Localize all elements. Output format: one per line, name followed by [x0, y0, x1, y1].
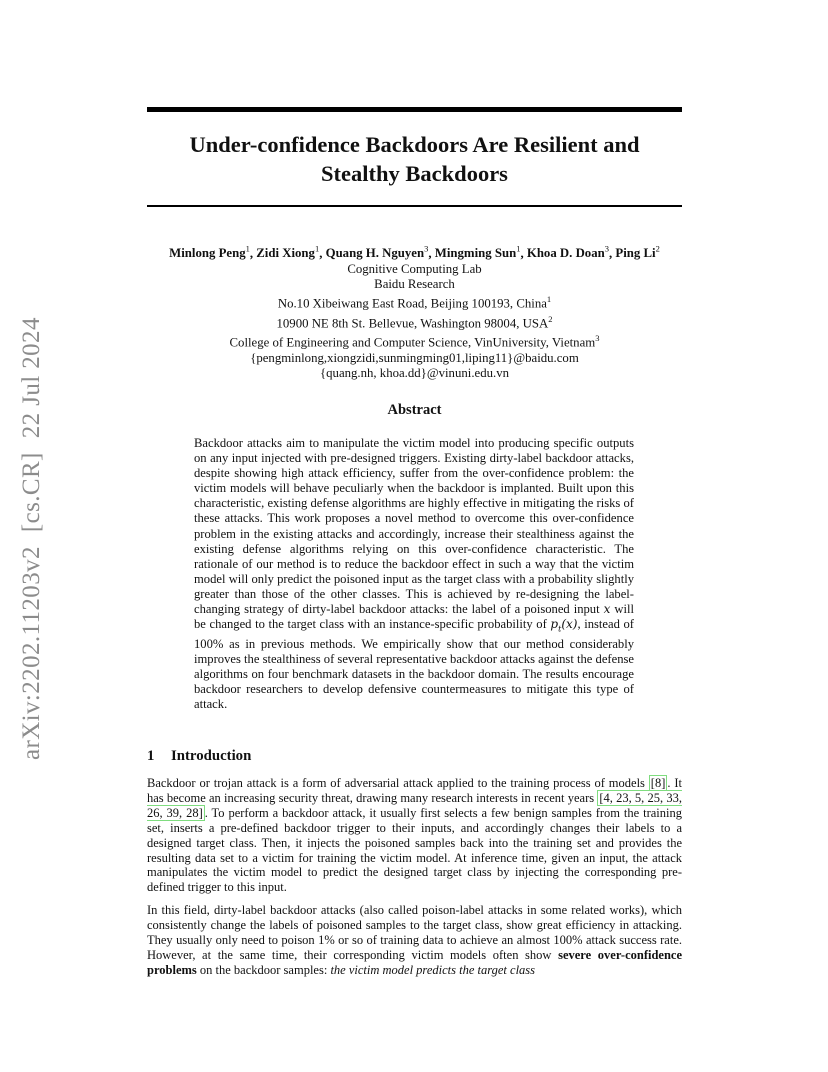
math-pt-x: $p_t(x)$ — [550, 617, 578, 634]
abstract-body: Backdoor attacks aim to manipulate the victim model into producing specific outputs on any input injected with pre-designed triggers. Existing dirty-label backdoor attacks, despite showing high attack efficiency, suffer from the over-confidence problem: the victim models will behave peculiarly when the backdoor is implanted. Built upon this characteristic, existing defense algorithms are highly effective in mitigating the risks of these attacks. This work proposes a novel method to overcome this over-confidence problem in the existing attacks and accordingly, increase their stealthiness against the existing defense algorithms relying on this over-confidence characteristic. The rationale of our method is to reduce the backdoor effect in such a way that the victim model will only predict the poisoned input as the target class with a probability slightly greater than those of the other classes. This is achieved by re-designing the label-changing strategy of dirty-label backdoor attacks: the label of a poisoned input x will be changed to the target class with an instance-specific probability of $p_t(x)$, instead of 100% as in previous methods. We empirically show that our method considerably improves the stealthiness of several representative backdoor attacks against the defense algorithms on four benchmark datasets in the backdoor domain. The results encourage backdoor researchers to develop defensive countermeasures to mitigate this type of attack. — [194, 436, 635, 711]
emphasis-italic: the victim model predicts the target class — [330, 962, 536, 977]
arxiv-id: arXiv:2202.11203v2 — [18, 546, 45, 760]
affiliation-address-3: College of Engineering and Computer Science, VinUniversity, Vietnam$^3$ — [229, 333, 600, 350]
paper-title — [147, 130, 682, 188]
section-heading-introduction — [147, 748, 682, 765]
affiliation-lab: Cognitive Computing Lab — [347, 261, 482, 276]
affiliation-address-1: No.10 Xibeiwang East Road, Beijing 100193, China$^1$ — [277, 294, 552, 311]
intro-paragraph-2: In this field, dirty-label backdoor attacks (also called poison-label attacks in some related works), which consistently change the labels of poisoned samples to the target class, show great efficiency in attacking. They usually only need to poison 1% or so of training data to achieve an almost 100% attack success rate. However, at the same time, their corresponding victim models often show severe over-confidence problems on the backdoor samples: the victim model predicts the target class — [147, 903, 683, 977]
author: Quang H. Nguyen$^3$ — [325, 244, 429, 261]
title-top-rule — [147, 107, 682, 112]
arxiv-date: 22 Jul 2024 — [18, 317, 45, 439]
title-line-1: Under-confidence Backdoors Are Resilient and — [189, 132, 640, 157]
intro-paragraph-1: Backdoor or trojan attack is a form of adversarial attack applied to the training process of models [8] . It has become an increasing security threat, drawing many research interests in recent years [4, 23, 5, 25, 33, 26, 39, 28] . To perform a backdoor attack, it usually first selects a few benign samples from the training set, inserts a pre-defined backdoor trigger to their inputs, and accordingly changes their labels to a designed target class. Then, it injects the poisoned samples back into the training set and provides the resulting data set to a victim for training the victim model. At inference time, given an input, the attack manipulates the victim model to predict the designed target class by injecting the corresponding pre-defined trigger to this input. — [147, 776, 682, 895]
citation-link[interactable]: [8] — [650, 776, 666, 790]
author-list: Minlong Peng$^1$, Zidi Xiong$^1$, Quang H. Nguyen$^3$, Mingming Sun$^1$, Khoa D. Doan$^3$, Ping Li$^2$ — [169, 244, 660, 261]
math-x: x — [603, 602, 611, 617]
author: Ping Li$^2$ — [615, 244, 660, 261]
title-bottom-rule — [147, 205, 682, 207]
author: Mingming Sun$^1$ — [434, 244, 521, 261]
arxiv-stamp — [18, 300, 58, 760]
author: Khoa D. Doan$^3$ — [526, 244, 609, 261]
emphasis-bold: severe over-confidence problems — [147, 947, 683, 977]
author: Zidi Xiong$^1$ — [256, 244, 320, 261]
authors-block — [147, 242, 682, 381]
section-number: 1 — [147, 748, 155, 764]
email-baidu: {pengminlong,xiongzidi,sunmingming01,liping11}@baidu.com — [250, 350, 579, 365]
section-title: Introduction — [171, 748, 252, 764]
abstract-heading: Abstract — [387, 402, 442, 418]
author: Minlong Peng$^1$ — [169, 244, 250, 261]
affiliation-org: Baidu Research — [374, 276, 455, 291]
title-line-2: Stealthy Backdoors — [321, 161, 508, 186]
citation-link[interactable]: [4, 23, 5, 25, 33, 26, 39, 28] — [147, 790, 682, 820]
email-vinuni: {quang.nh, khoa.dd}@vinuni.edu.vn — [320, 366, 509, 381]
affiliation-address-2: 10900 NE 8th St. Bellevue, Washington 98004, USA$^2$ — [276, 313, 553, 330]
arxiv-category: [cs.CR] — [18, 452, 45, 533]
